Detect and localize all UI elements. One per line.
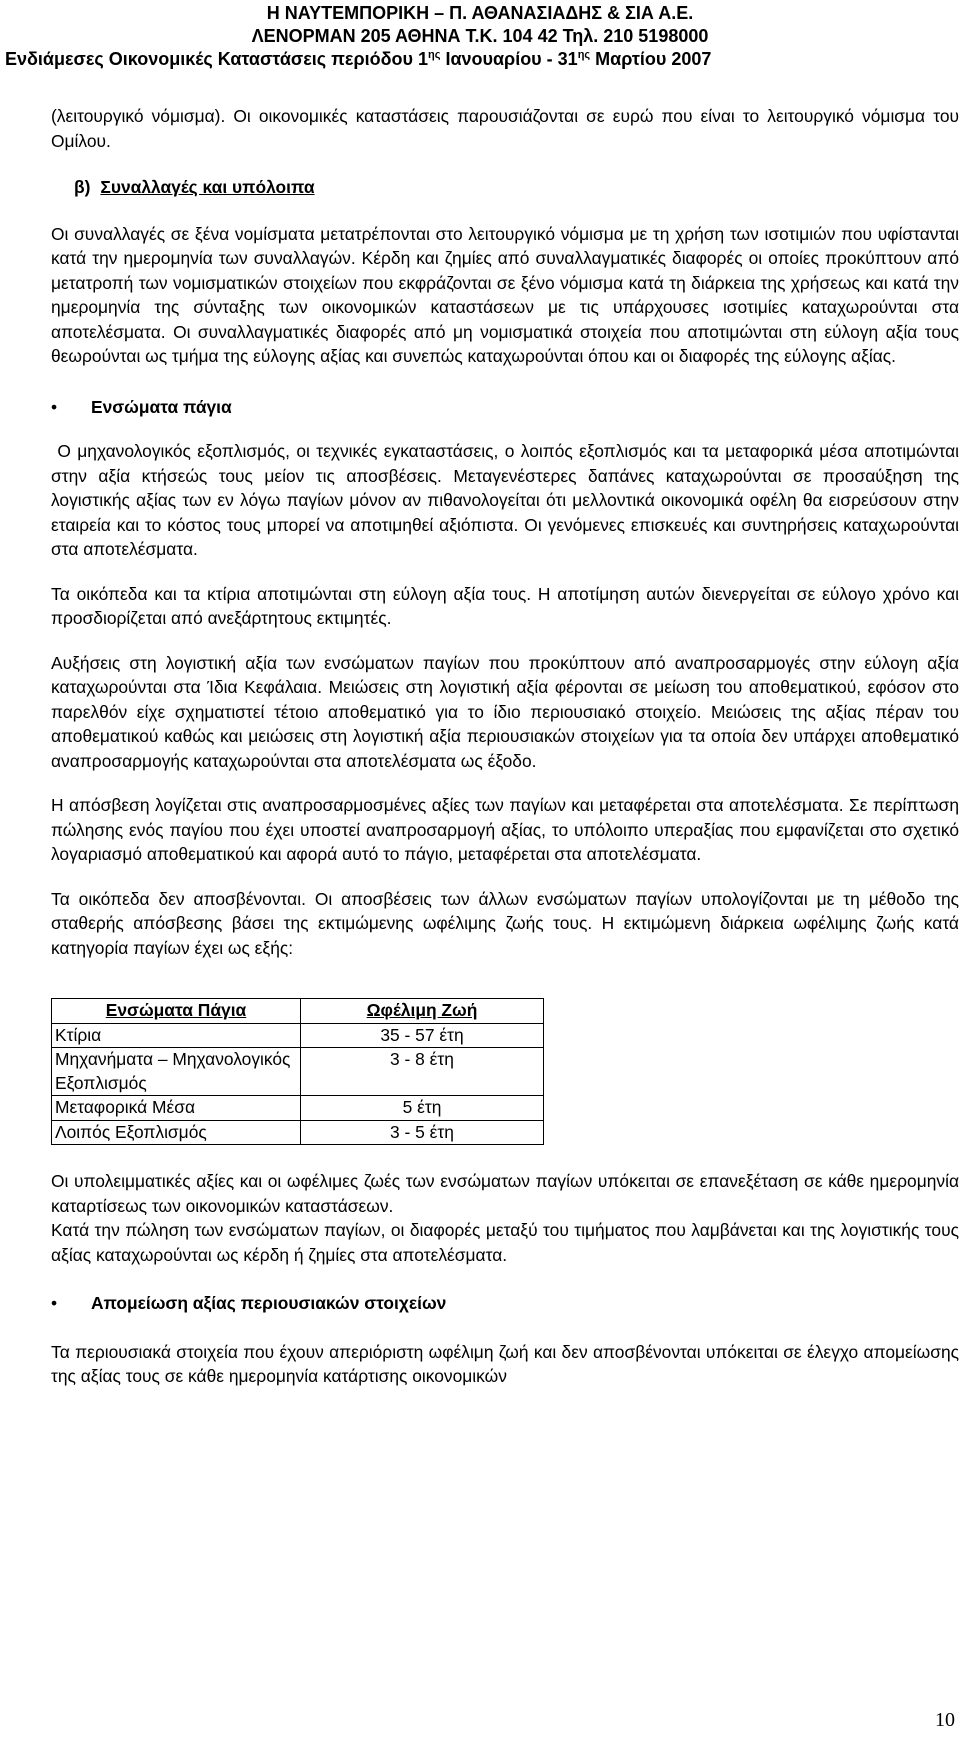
paragraph-intro: (λειτουργικό νόμισμα). Οι οικονομικές καταστάσεις παρουσιάζονται σε ευρώ που είναι το λειτουργικό νόμισμα του Ομίλου.: [51, 106, 959, 151]
paragraph-impairment-1: Τα περιουσιακά στοιχεία που έχουν απεριόριστη ωφέλιμη ζωή και δεν αποσβένονται υπόκειται σε έλεγχο απομείωσης της αξίας τους σε κάθε ημερομηνία κατάρτισης οικονομικών: [51, 1341, 959, 1386]
table-cell-life: 5 έτη: [301, 1096, 544, 1121]
table-cell-life: 3 - 5 έτη: [301, 1120, 544, 1145]
table-cell-asset: Λοιπός Εξοπλισμός: [52, 1120, 301, 1145]
table-row: [52, 1023, 544, 1048]
document-body: [51, 104, 959, 1389]
bullet-icon: •: [51, 396, 58, 417]
useful-life-table: [51, 998, 544, 1145]
paragraph-fixed-assets-6: Οι υπολειμματικές αξίες και οι ωφέλιμες ζωές των ενσώματων παγίων υπόκειται σε επανεξέταση σε κάθε ημερομηνία καταρτίσεως των οικονομικών καταστάσεων.: [51, 1171, 959, 1216]
paragraph-fixed-assets-5: Τα οικόπεδα δεν αποσβένονται. Οι αποσβέσεις των άλλων ενσώματων παγίων υπολογίζονται με τη μέθοδο της σταθερής απόσβεσης βάσει της εκτιμώμενης ωφέλιμης ζωής τους. Η εκτιμώμενη διάρκεια ωφέλιμης ζωής κατά κατηγορία παγίων έχει ως εξής:: [51, 888, 959, 958]
paragraph-fixed-assets-7: Κατά την πώληση των ενσώματων παγίων, οι διαφορές μεταξύ του τιμήματος που λαμβάνεται και της λογιστικής τους αξίας καταχωρούνται ως κέρδη ή ζημίες στα αποτελέσματα.: [51, 1220, 959, 1265]
section-heading-fixed-assets: • Ενσώματα πάγια: [51, 395, 959, 420]
paragraph-fixed-assets-2: Τα οικόπεδα και τα κτίρια αποτιμώνται στη εύλογη αξία τους. Η αποτίμηση αυτών διενεργείται σε εύλογο χρόνο και προσδιορίζεται από ανεξάρτητους εκτιμητές.: [51, 583, 959, 628]
table-cell-asset: Μηχανήματα – Μηχανολογικός Εξοπλισμός: [52, 1048, 301, 1096]
paragraph-fixed-assets-1: Ο μηχανολογικός εξοπλισμός, οι τεχνικές εγκαταστάσεις, ο λοιπός εξοπλισμός και τα μεταφορικά μέσα αποτιμώνται στην αξία κτήσεώς τους μείον τις αποσβέσεις. Μεταγενέστερες δαπάνες καταχωρούνται σε προσαύξηση της λογιστικής αξίας των εν λόγω παγίων μόνον αν πιθανολογείται ότι μελλοντικά οικονομικά οφέλη θα εισρεύσουν στην εταιρεία και το κόστος τους μπορεί να αποτιμηθεί αξιόπιστα. Οι γενόμενες επισκευές και συντηρήσεις καταχωρούνται στα αποτελέσματα.: [51, 441, 959, 559]
paragraph-fixed-assets-3: Αυξήσεις στη λογιστική αξία των ενσώματων παγίων που προκύπτουν από αναπροσαρμογές στην εύλογη αξία καταχωρούνται στα Ίδια Κεφάλαια. Μειώσεις στη λογιστική αξία φέρονται σε μείωση του αποθεματικού, εφόσον στο παρελθόν είχε σχηματιστεί τέτοιο αποθεματικό για το ίδιο περιουσιακό στοιχείο. Μειώσεις της αξίας πέραν του αποθεματικού καθώς και μειώσεις στη λογιστική αξία περιουσιακών στοιχείων για τα οποία δεν υπάρχει αποθεματικό αναπροσαρμογής καταχωρούνται στα αποτελέσματα ως έξοδο.: [51, 652, 959, 771]
document-header: [0, 2, 960, 71]
paragraph-transactions: Οι συναλλαγές σε ξένα νομίσματα μετατρέπονται στο λειτουργικό νόμισμα με τη χρήση των ισοτιμιών που υφίστανται κατά την ημερομηνία των συναλλαγών. Κέρδη και ζημίες από συναλλαγματικές διαφορές οι οποίες προκύπτουν από μετατροπή των νομισματικών στοιχείων που εκφράζονται σε ξένο νόμισμα κατά τη διάρκεια της χρήσεως και κατά την ημερομηνία της σύνταξης των οικονομικών καταστάσεων με τις υπάρχουσες ισοτιμίες καταχωρούνται στα αποτελέσματα. Οι συναλλαγματικές διαφορές από μη νομισματικά στοιχεία που αποτιμώνται στη εύλογη αξία τους θεωρούνται ως τμήμα της εύλογης αξίας και συνεπώς καταχωρούνται όπου και οι διαφορές της εύλογης αξίας.: [51, 223, 959, 366]
table-cell-life: 3 - 8 έτη: [301, 1048, 544, 1096]
section-heading-transactions: β) Συναλλαγές και υπόλοιπα: [74, 177, 315, 197]
paragraph-fixed-assets-4: Η απόσβεση λογίζεται στις αναπροσαρμοσμένες αξίες των παγίων και μεταφέρεται στα αποτελέσματα. Σε περίπτωση πώλησης ενός παγίου που έχει υποστεί αναπροσαρμογή αξίας, το υπόλοιπο υπεραξίας που εμφανίζεται στο σχετικό λογαριασμό αποθεματικού και αφορά αυτό το πάγιο, μεταφέρεται στα αποτελέσματα.: [51, 795, 959, 864]
table-row: [52, 1048, 544, 1096]
company-name: Η ΝΑΥΤΕΜΠΟΡΙΚΗ – Π. ΑΘΑΝΑΣΙΑΔΗΣ & ΣΙΑ Α.Ε.: [266, 3, 694, 23]
report-period-title: Ενδιάμεσες Οικονομικές Καταστάσεις περιόδου $1^{\eta\varsigma}$ Ιανουαρίου - $31^{\eta\varsigma}$ Μαρτίου 2007: [5, 49, 712, 69]
page-number: 10: [935, 1709, 955, 1731]
table-cell-life: 35 - 57 έτη: [301, 1023, 544, 1048]
table-row: [52, 1120, 544, 1145]
table-header-asset: Ενσώματα Πάγια: [52, 999, 301, 1024]
table-header-row: [52, 999, 544, 1024]
table-cell-asset: Μεταφορικά Μέσα: [52, 1096, 301, 1121]
table-row: [52, 1096, 544, 1121]
company-address: ΛΕΝΟΡΜΑΝ 205 ΑΘΗΝΑ Τ.Κ. 104 42 Τηλ. 210 5198000: [251, 26, 709, 46]
section-heading-impairment: • Απομείωση αξίας περιουσιακών στοιχείων: [51, 1291, 959, 1316]
table-header-life: Ωφέλιμη Ζωή: [301, 999, 544, 1024]
table-cell-asset: Κτίρια: [52, 1023, 301, 1048]
bullet-icon: •: [51, 1293, 58, 1313]
